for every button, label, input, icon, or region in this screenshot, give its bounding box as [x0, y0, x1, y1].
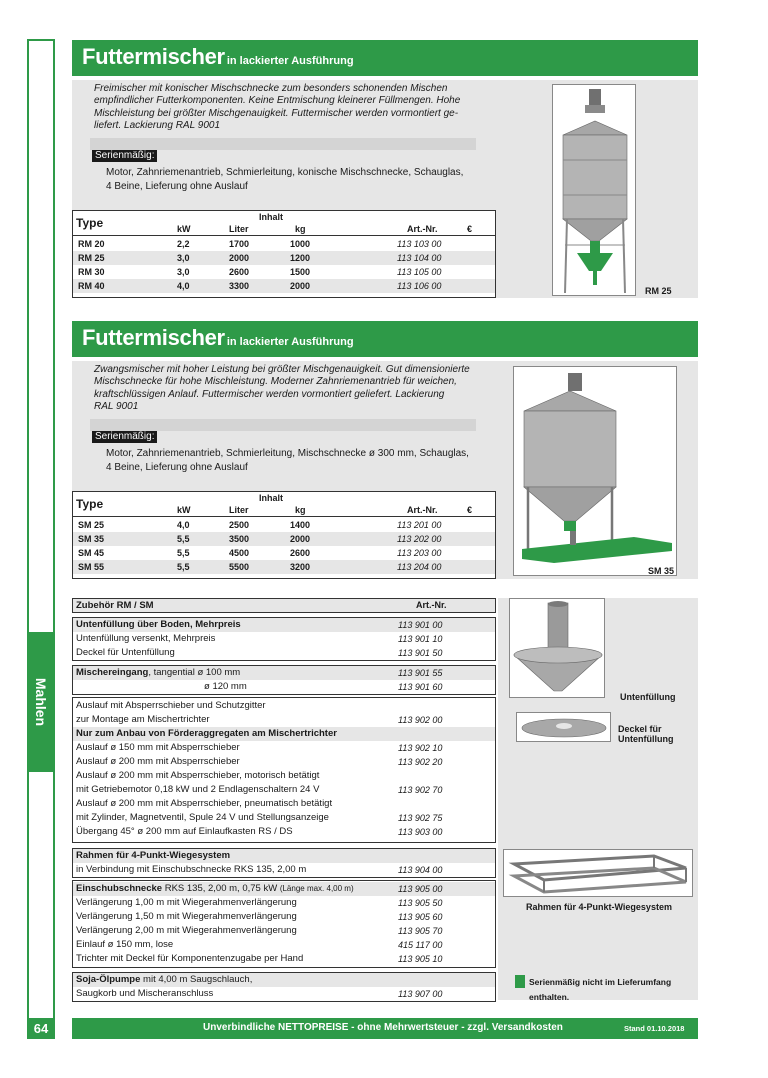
- list-item: in Verbindung mit Einschubschnecke RKS 135, 2,00 m 113 904 00: [76, 864, 443, 875]
- section2-price-table: [72, 491, 496, 579]
- untenfuellung-caption: Untenfüllung: [620, 692, 676, 702]
- table-row: SM 45 5,5 4500 2600 113 203 00: [78, 548, 442, 558]
- section1-subtitle: in lackierter Ausführung: [226, 55, 354, 67]
- list-item: Verlängerung 2,00 m mit Wiegerahmenverlängerung 113 905 70: [76, 925, 443, 936]
- section1-serien-label: Serienmäßig:: [92, 150, 157, 162]
- accessories-group-untenfuellung: [72, 617, 496, 661]
- list-item: Nur zum Anbau von Förderaggregaten am Mischertrichter: [73, 727, 495, 741]
- list-item: Auslauf ø 200 mm mit Absperrschieber, pneumatisch betätigt: [76, 798, 333, 809]
- section-tab: [27, 632, 55, 772]
- section2-title: Futtermischer: [82, 325, 225, 350]
- accessories-group-auslauf: [72, 697, 496, 843]
- table-row: RM 20 2,2 1700 1000 113 103 00: [78, 239, 442, 249]
- list-item: Einschubschnecke RKS 135, 2,00 m, 0,75 kW (Länge max. 4,00 m) 113 905 00: [73, 882, 495, 896]
- rm25-photo: [552, 84, 636, 296]
- list-item: Deckel für Untenfüllung 113 901 50: [76, 647, 443, 658]
- accessories-group-rahmen: [72, 848, 496, 878]
- list-item: Untenfüllung über Boden, Mehrpreis 113 901 00: [73, 618, 495, 632]
- section1-banner: [72, 40, 698, 76]
- list-item: Einlauf ø 150 mm, lose 415 117 00: [76, 939, 443, 950]
- table-row: RM 30 3,0 2600 1500 113 105 00: [78, 267, 442, 277]
- table-row: SM 25 4,0 2500 1400 113 201 00: [78, 520, 442, 530]
- deckel-caption: Deckel für Untenfüllung: [618, 724, 674, 744]
- section1-serien-text: Motor, Zahnriemenantrieb, Schmierleitung, konische Mischschnecke, Schauglas, 4 Beine, Lieferung ohne Auslauf: [106, 167, 464, 192]
- section1-price-table: [72, 210, 496, 298]
- list-item: Übergang 45° ø 200 mm auf Einlaufkasten RS / DS 113 903 00: [76, 826, 443, 837]
- deckel-photo: [516, 712, 611, 742]
- table-header: Type Inhalt kW Liter kg Art.-Nr. €: [73, 211, 495, 236]
- list-item: mit Zylinder, Magnetventil, Spule 24 V und Stellungsanzeige 113 902 75: [76, 812, 443, 823]
- table-row: SM 35 5,5 3500 2000 113 202 00: [73, 532, 495, 546]
- accessories-group-soja: [72, 972, 496, 1002]
- table-row: RM 25 3,0 2000 1200 113 104 00: [73, 251, 495, 265]
- section-tab-label: Mahlen: [33, 677, 49, 727]
- section1-serien-bar: [90, 138, 476, 150]
- page-number: 64: [27, 1018, 55, 1039]
- rm25-caption: RM 25: [645, 286, 672, 296]
- section2-banner: [72, 321, 698, 357]
- footer: [72, 1018, 698, 1039]
- rahmen-caption: Rahmen für 4-Punkt-Wiegesystem: [526, 902, 672, 912]
- list-item: Untenfüllung versenkt, Mehrpreis 113 901 10: [76, 633, 443, 644]
- table-row: RM 40 4,0 3300 2000 113 106 00: [73, 279, 495, 293]
- list-item: Rahmen für 4-Punkt-Wiegesystem: [73, 849, 495, 863]
- sm35-photo: [513, 366, 677, 576]
- list-item: Trichter mit Deckel für Komponentenzugabe per Hand 113 905 10: [76, 953, 443, 964]
- table-header: Type Inhalt kW Liter kg Art.-Nr. €: [73, 492, 495, 517]
- footer-stand: Stand 01.10.2018: [624, 1024, 685, 1033]
- rahmen-photo: [503, 849, 693, 897]
- section2-intro: Zwangsmischer mit hoher Leistung bei größter Mischgenauigkeit. Gut dimensionierte Mischschnecke für hohe Mischleistung. Moderner Zahnriemenantrieb für weichen, kraftschlüssigen Anlauf. Futtermischer werden vormontiert geliefert. Lackierung RAL 9001: [94, 364, 470, 412]
- accessories-group-mischereingang: [72, 665, 496, 695]
- legend-text: Serienmäßig nicht im Lieferumfang enthalten.: [529, 977, 672, 1002]
- section2-serien-bar: [90, 419, 476, 431]
- sm35-caption: SM 35: [648, 566, 675, 576]
- list-item: Verlängerung 1,00 m mit Wiegerahmenverlängerung 113 905 50: [76, 897, 443, 908]
- list-item: Saugkorb und Mischeranschluss 113 907 00: [76, 988, 443, 999]
- list-item: ø 120 mm 113 901 60: [204, 681, 443, 692]
- section1-title: Futtermischer: [82, 44, 225, 69]
- list-item: Soja-Ölpumpe mit 4,00 m Saugschlauch,: [73, 973, 495, 987]
- list-item: Mischereingang, tangential ø 100 mm 113 901 55: [73, 666, 495, 680]
- legend-green-square: [515, 975, 525, 988]
- untenfuellung-photo: [509, 598, 605, 698]
- list-item: Auslauf ø 200 mm mit Absperrschieber 113 902 20: [76, 756, 443, 767]
- list-item: Auslauf ø 150 mm mit Absperrschieber 113 902 10: [76, 742, 443, 753]
- table-row: SM 55 5,5 5500 3200 113 204 00: [73, 560, 495, 574]
- accessories-group-einschubschnecke: [72, 880, 496, 968]
- list-item: Auslauf mit Absperrschieber und Schutzgitter: [76, 700, 266, 711]
- list-item: Verlängerung 1,50 m mit Wiegerahmenverlängerung 113 905 60: [76, 911, 443, 922]
- footer-text: Unverbindliche NETTOPREISE - ohne Mehrwertsteuer - zzgl. Versandkosten: [203, 1022, 563, 1033]
- list-item: Auslauf ø 200 mm mit Absperrschieber, motorisch betätigt: [76, 770, 320, 781]
- section2-serien-text: Motor, Zahnriemenantrieb, Schmierleitung, Mischschnecke ø 300 mm, Schauglas, 4 Beine, Lieferung ohne Auslauf: [106, 448, 469, 473]
- list-item: mit Getriebemotor 0,18 kW und 2 Endlagenschaltern 24 V 113 902 70: [76, 784, 443, 795]
- list-item: zur Montage am Mischertrichter 113 902 00: [76, 714, 443, 725]
- side-frame: [27, 39, 55, 1021]
- section1-intro: Freimischer mit konischer Mischschnecke zum besonders schonenden Mischen empfindlicher Futterkomponenten. Keine Entmischung kleinerer Füllmengen. Hohe Mischleistung bei größter Mischgenauigkeit. Futtermischer werden vormontiert ge- liefert. Lackierung RAL 9001: [94, 83, 461, 131]
- section2-subtitle: in lackierter Ausführung: [226, 336, 354, 348]
- section2-serien-label: Serienmäßig:: [92, 431, 157, 443]
- accessories-header: Zubehör RM / SM Art.-Nr.: [72, 598, 496, 613]
